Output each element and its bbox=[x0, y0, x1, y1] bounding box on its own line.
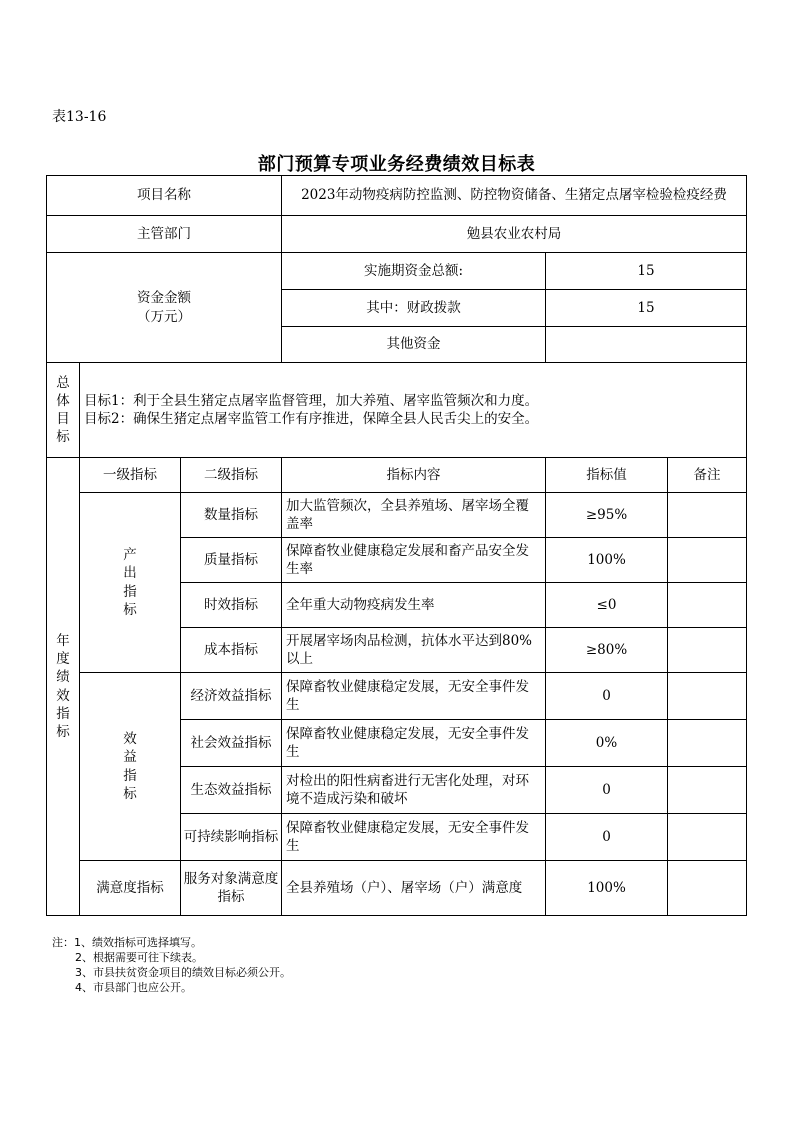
indicator-l2: 质量指标 bbox=[181, 538, 282, 583]
indicator-value: 100% bbox=[546, 538, 668, 583]
annual-label-char: 度 bbox=[56, 651, 70, 668]
funds-other-value bbox=[546, 327, 747, 363]
table-code: 表13-16 bbox=[52, 109, 107, 125]
project-row bbox=[47, 176, 747, 216]
project-label: 项目名称 bbox=[47, 176, 282, 216]
annual-label-char: 年 bbox=[56, 632, 70, 649]
indicator-remark bbox=[668, 493, 747, 538]
overall-goal-row bbox=[47, 363, 747, 458]
funds-total-label: 实施期资金总额: bbox=[282, 253, 546, 290]
indicator-l2: 社会效益指标 bbox=[181, 720, 282, 767]
indicator-content: 对检出的阳性病畜进行无害化处理，对环境不造成污染和破坏 bbox=[282, 767, 546, 814]
funds-other-label: 其他资金 bbox=[282, 327, 546, 363]
indicator-value: 100% bbox=[546, 861, 668, 916]
annual-label-char: 绩 bbox=[56, 669, 70, 686]
indicator-row bbox=[47, 493, 747, 538]
indicator-content: 保障畜牧业健康稳定发展，无安全事件发生 bbox=[282, 814, 546, 861]
benefit-indicator-label bbox=[80, 673, 181, 861]
indicator-l2: 数量指标 bbox=[181, 493, 282, 538]
annual-label-char: 效 bbox=[56, 687, 70, 704]
indicator-l2: 时效指标 bbox=[181, 583, 282, 628]
indicator-value: ≥95% bbox=[546, 493, 668, 538]
department-label: 主管部门 bbox=[47, 216, 282, 253]
funds-fiscal-value: 15 bbox=[546, 290, 747, 327]
indicator-remark bbox=[668, 720, 747, 767]
output-label-char: 产 bbox=[123, 547, 137, 564]
note-line: 2、根据需要可往下续表。 bbox=[75, 951, 203, 964]
goal-1: 目标1：利于全县生猪定点屠宰监督管理，加大养殖、屠宰监管频次和力度。 bbox=[84, 392, 539, 409]
output-label-char: 出 bbox=[123, 565, 137, 582]
indicator-content: 全年重大动物疫病发生率 bbox=[282, 583, 546, 628]
indicator-remark bbox=[668, 861, 747, 916]
annual-indicator-label bbox=[47, 458, 80, 916]
annual-label-char: 指 bbox=[56, 705, 70, 722]
header-value: 指标值 bbox=[546, 458, 668, 493]
indicator-remark bbox=[668, 538, 747, 583]
note-line: 4、市县部门也应公开。 bbox=[75, 981, 192, 994]
goal-2: 目标2：确保生猪定点屠宰监管工作有序推进，保障全县人民舌尖上的安全。 bbox=[84, 411, 539, 427]
benefit-label-char: 益 bbox=[123, 749, 137, 766]
benefit-label-char: 标 bbox=[123, 785, 137, 802]
header-level1: 一级指标 bbox=[80, 458, 181, 493]
indicator-l2: 可持续影响指标 bbox=[181, 814, 282, 861]
note-line: 3、市县扶贫资金项目的绩效目标必须公开。 bbox=[75, 966, 291, 979]
page-title: 部门预算专项业务经费绩效目标表 bbox=[257, 154, 536, 175]
overall-label-char: 标 bbox=[56, 429, 70, 446]
indicator-row bbox=[47, 861, 747, 916]
indicator-value: 0 bbox=[546, 673, 668, 720]
funds-label-cell bbox=[47, 253, 282, 363]
indicator-value: 0% bbox=[546, 720, 668, 767]
annual-label-char: 标 bbox=[56, 723, 70, 740]
funds-total-value: 15 bbox=[546, 253, 747, 290]
indicator-content: 保障畜牧业健康稳定发展，无安全事件发生 bbox=[282, 720, 546, 767]
project-value: 2023年动物疫病防控监测、防控物资储备、生猪定点屠宰检验检疫经费 bbox=[282, 176, 747, 216]
department-value: 勉县农业农村局 bbox=[282, 216, 747, 253]
indicator-remark bbox=[668, 814, 747, 861]
indicator-value: ≤0 bbox=[546, 583, 668, 628]
funds-fiscal-label: 其中：财政拨款 bbox=[282, 290, 546, 327]
overall-label-char: 体 bbox=[56, 392, 70, 409]
indicator-header-row bbox=[47, 458, 747, 493]
benefit-label-char: 指 bbox=[123, 767, 137, 784]
overall-goal-label bbox=[47, 363, 80, 458]
indicator-content: 保障畜牧业健康稳定发展和畜产品安全发生率 bbox=[282, 538, 546, 583]
output-indicator-label bbox=[80, 493, 181, 673]
indicator-l2: 生态效益指标 bbox=[181, 767, 282, 814]
indicator-value: ≥80% bbox=[546, 628, 668, 673]
output-label-char: 标 bbox=[123, 601, 137, 618]
output-label-char: 指 bbox=[123, 583, 137, 600]
performance-target-table bbox=[46, 175, 747, 916]
indicator-remark bbox=[668, 673, 747, 720]
indicator-remark bbox=[668, 628, 747, 673]
department-row bbox=[47, 216, 747, 253]
funds-row bbox=[47, 253, 747, 290]
indicator-content: 全县养殖场（户）、屠宰场（户）满意度 bbox=[282, 861, 546, 916]
funds-unit: （万元） bbox=[137, 308, 191, 325]
overall-label-char: 目 bbox=[56, 411, 70, 427]
indicator-content: 保障畜牧业健康稳定发展，无安全事件发生 bbox=[282, 673, 546, 720]
indicator-remark bbox=[668, 583, 747, 628]
indicator-l2: 经济效益指标 bbox=[181, 673, 282, 720]
header-content: 指标内容 bbox=[282, 458, 546, 493]
overall-label-char: 总 bbox=[56, 374, 70, 391]
satisfaction-indicator-label: 满意度指标 bbox=[80, 861, 181, 916]
note-line: 注：1、绩效指标可选择填写。 bbox=[52, 936, 202, 949]
indicator-row bbox=[47, 673, 747, 720]
indicator-content: 开展屠宰场肉品检测，抗体水平达到80%以上 bbox=[282, 628, 546, 673]
header-remark: 备注 bbox=[668, 458, 747, 493]
benefit-label-char: 效 bbox=[123, 731, 137, 748]
indicator-l2: 成本指标 bbox=[181, 628, 282, 673]
indicator-remark bbox=[668, 767, 747, 814]
overall-goal-content bbox=[80, 363, 747, 458]
indicator-l2: 服务对象满意度指标 bbox=[181, 861, 282, 916]
header-level2: 二级指标 bbox=[181, 458, 282, 493]
indicator-content: 加大监管频次，全县养殖场、屠宰场全覆盖率 bbox=[282, 493, 546, 538]
indicator-value: 0 bbox=[546, 814, 668, 861]
funds-label: 资金金额 bbox=[137, 290, 191, 307]
notes bbox=[52, 935, 291, 995]
indicator-value: 0 bbox=[546, 767, 668, 814]
